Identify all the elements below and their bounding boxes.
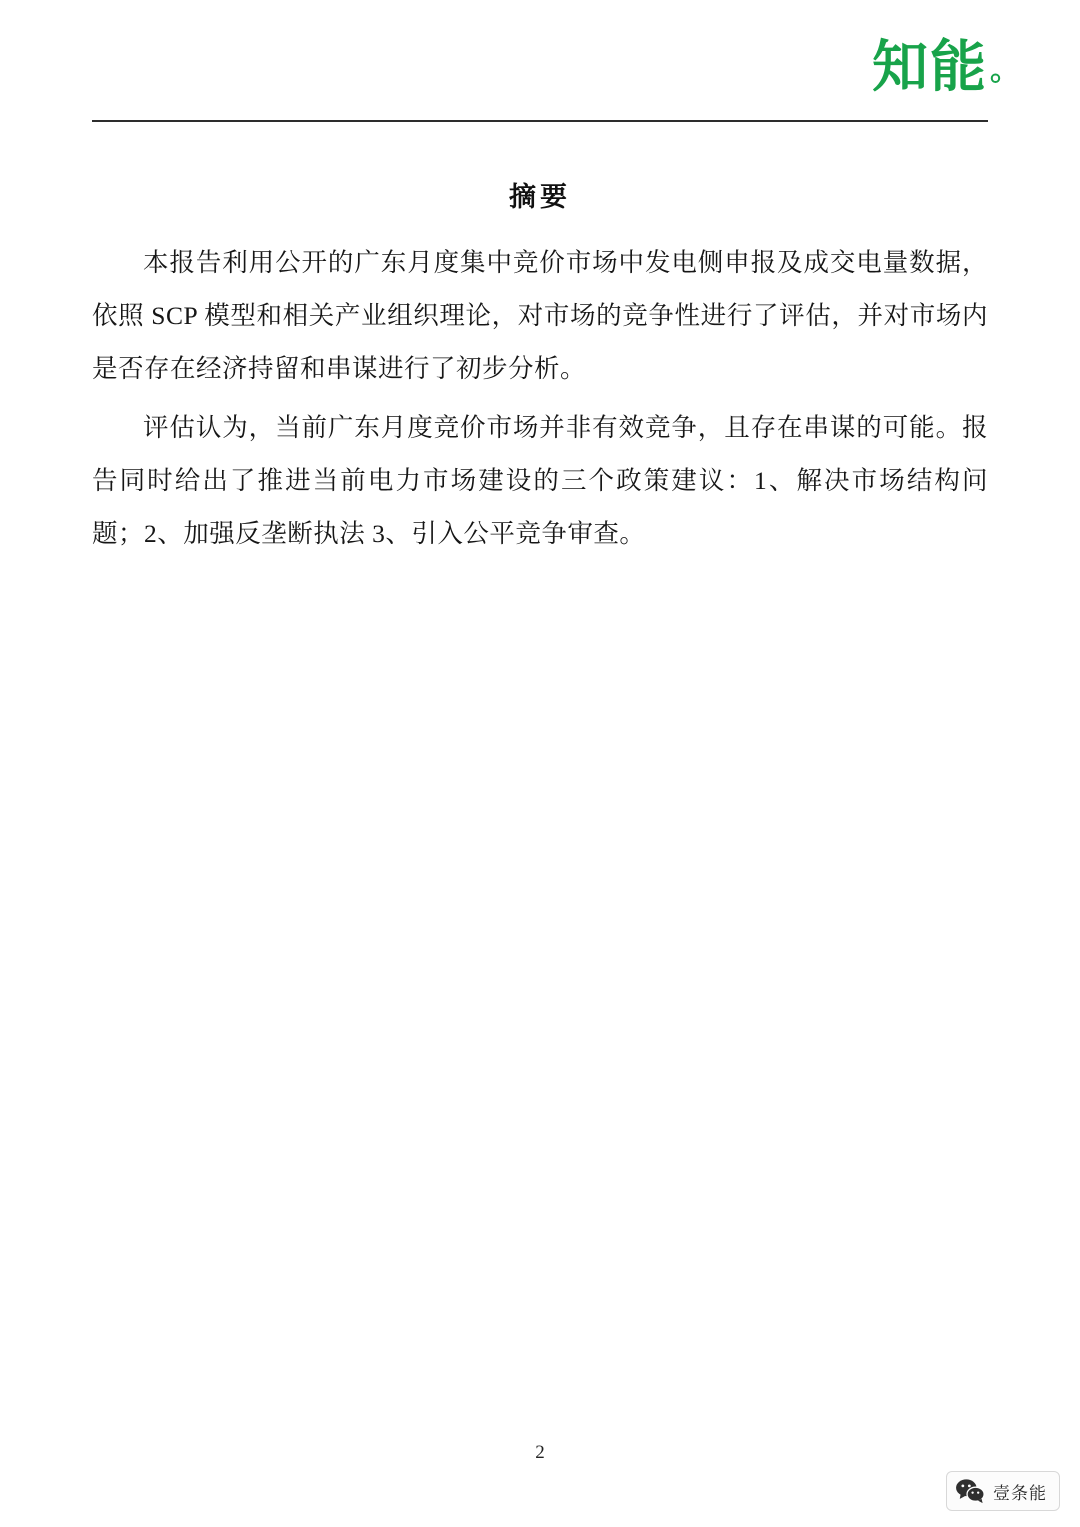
abstract-paragraph-1: 本报告利用公开的广东月度集中竞价市场中发电侧申报及成交电量数据，依照 SCP 模型和相关产业组织理论，对市场的竞争性进行了评估，并对市场内是否存在经济持留和串谋进行了初步分析。: [92, 248, 988, 383]
wechat-icon: [955, 1478, 985, 1504]
brand-logo-dot: 。: [990, 53, 1022, 88]
page-header: [0, 0, 1080, 130]
abstract-paragraph-2: 评估认为，当前广东月度竞价市场并非有效竞争，且存在串谋的可能。报告同时给出了推进当前电力市场建设的三个政策建议：1、解决市场结构问题；2、加强反垄断执法 3、引入公平竞争审查。: [92, 413, 988, 548]
document-body: [92, 175, 988, 566]
page-title: 摘要: [509, 182, 571, 213]
wechat-account-badge[interactable]: [946, 1471, 1060, 1511]
page-number: 2: [535, 1442, 545, 1463]
brand-logo: [872, 35, 1022, 100]
header-divider: [92, 120, 988, 122]
brand-logo-text: 知能: [872, 35, 988, 100]
wechat-account-name: 壹条能: [993, 1483, 1047, 1504]
